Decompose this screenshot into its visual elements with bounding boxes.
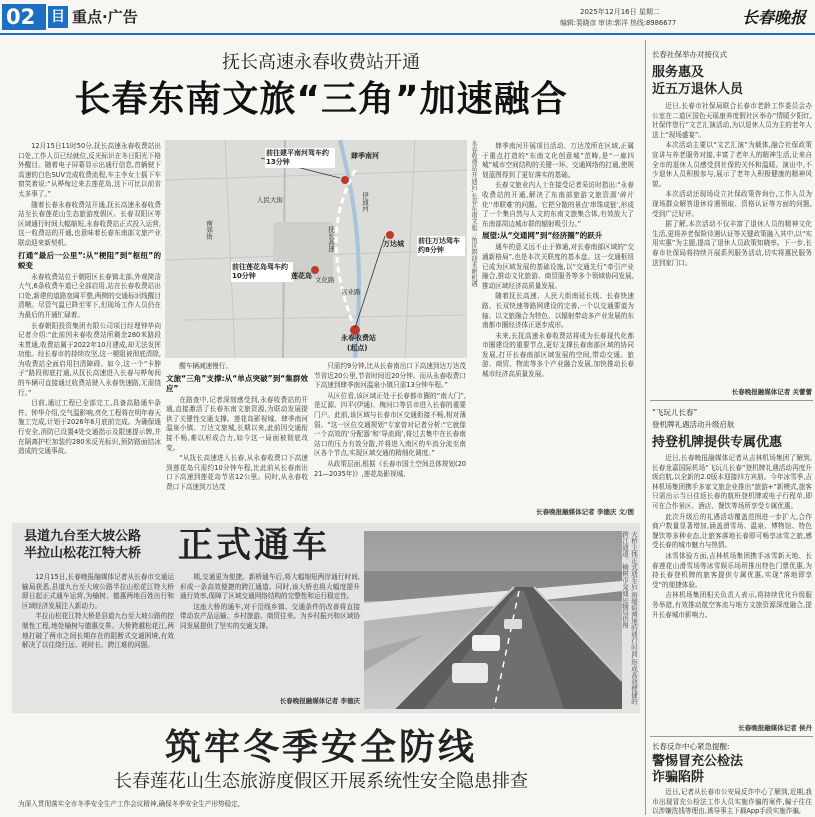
- masthead-rule: [0, 33, 815, 35]
- sidebar-kicker: 长春社保举办对接仪式: [652, 50, 727, 59]
- sidebar-story-2-body: [652, 454, 812, 724]
- sidebar: [650, 38, 813, 815]
- bridge-headline: 正式通车: [178, 526, 331, 566]
- sidebar-subkicker: 登机牌礼遇活动升级启航: [652, 420, 735, 429]
- lead-column-2: [166, 362, 308, 520]
- map-label-people-street: 人民大街: [257, 196, 283, 204]
- sidebar-byline: 长春晚报融媒体记者 关蕾蕾: [731, 388, 812, 396]
- lead-side-caption: 永春收费站开通后,长春东南文旅三角区将迎来新机遇: [470, 140, 477, 287]
- lead-paragraph: 从区位看,该区域正处于长春都市圈的“南大门”,是辽源、四平(伊通)、梅河口等县市进入长春的重要门户。此前,该区域与长春市区交通衔接不畅,相对薄弱。“这一区位交通规划”专家曾对记者分析:“它就像一个高效的‘分配器’和‘导流阀’,将过去集中在长春南站口的压力有效分散,并将进入南区的车流分流至南区各个节点,实现区域交通的精细化调度。”: [314, 391, 466, 458]
- safety-headline: 筑牢冬季安全防线: [164, 727, 477, 768]
- bridge-photo-graphic: [364, 531, 622, 709]
- map-label-wanda: 万达城: [383, 240, 404, 248]
- lead-paragraph: “从抚长高速进入长春,从永春收费口下高速到莲花岛只需约10分钟车程,比此前从长春南出口下高速到莲花岛节省12公里。同时,从永春收费口下高速到万达茂: [166, 454, 308, 491]
- lead-paragraph: 长春文旅业内人士在接受记者采访时指出:“永春收费站的开通,解决了东南部旅游文旅资源‘碎片化’‘串联难’的问题。它把分散的景点‘串珠成链’,形成了一个集自然与人文的东南文旅集合体,有效放大了东南部周边城市群的辐射吸引力。”: [482, 181, 634, 228]
- sidebar-headline: 警惕冒充公检法: [652, 754, 744, 769]
- sidebar-story-3-body: [652, 788, 812, 815]
- sidebar-paragraph: 冰雪体验方面,吉林机场集团携手冰雪新天地、长春莲花山滑雪场等冰雪娱乐场所推出特色门票优惠,为持长春登机牌的旅客提供专属优惠,实现“落地即享受”的便捷体验。: [652, 551, 812, 589]
- newspaper-glyph-icon: 目: [51, 9, 65, 25]
- lead-paragraph: 肆季南河开展项目活动、万达茂所在区域,正属于重点打造的“东南文化创意城”范畴,是“一廊四城”城市空间结构的关键一环。交通网络的打通,使规划蓝图得到了更好落实的基础。: [482, 142, 634, 179]
- lead-paragraph: 长春朝阳投资集团有限公司项目经理钟华向记者介绍:“此前因未春收费站所剩余280米路段未贯通,收费站属于2022年10月建成,却无法发挥功能。经长春市的持续攻坚,这一梗阻被彻底清除,为收费站全面启用扫清障碍。如今,这一个“卡脖子”路段彻底打通,从抚长高速进入长春与桦甸间的车辆可直接通过收费站驶入永春快速路,无需绕行。”: [18, 321, 161, 397]
- lead-byline: 长春晚报融媒体记者 李德庆 文/图: [536, 508, 634, 516]
- map-label-lotus-time: 前往莲花岛驾车约10分钟: [231, 262, 293, 282]
- map-label-start: (起点): [347, 344, 368, 352]
- bridge-kicker-2: 半拉山松花江特大桥: [24, 546, 142, 561]
- map-label-culture-road: 文化路: [315, 276, 335, 284]
- sidebar-paragraph: 此次升级后的礼遇活动覆盖范围进一步扩大,合作商户数量显著增加,涵盖滑雪场、温泉、博物馆、特色餐饮等多种业态,让旅客落地长春即可畅享冰雪之旅,感受长春的城市魅力与热情。: [652, 512, 812, 550]
- sidebar-paragraph: 据了解,本次活动不仅丰富了退休人员的精神文化生活,更将养老保险待遇认证等关键政策融入其中,以“实用实惠”为主题,提高了退休人员政策知晓率。下一步,长春市社保局将持续开展系列服务活动,切实将惠民服务送到家门口。: [652, 220, 812, 267]
- sidebar-divider: [650, 400, 813, 401]
- lead-column-4: [482, 142, 634, 508]
- lead-column-3: [314, 362, 466, 520]
- sidebar-headline: 诈骗陷阱: [652, 770, 705, 785]
- bridge-paragraph: 半拉山松花江特大桥是县道九台至大坡公路的控制性工程,地处榆树与德惠交界。大桥跨越松花江,两地打破了两市之间长期存在的阻断式交通困境,有效解决了以往绕行远、耗时长、跨江难的问题。: [22, 612, 174, 650]
- lead-paragraph: 在路查中,记者深刻感受到,永春收费站的开通,直接激活了长春东南文旅资源,为联动发展提供了关键性交通支撑。莲花岛影视城、肆季南河温泉小镇、万达文旅城,长期以来,此前因交通衔接不畅,难以形成合力,如今这一局面被彻底改变。: [166, 395, 308, 452]
- safety-subhead: 长春莲花山生态旅游度假区开展系统性安全隐患排查: [114, 771, 528, 792]
- bridge-column-1: [22, 573, 174, 709]
- map-label-wanda-time: 前往万达驾车约8分钟: [417, 236, 465, 256]
- sidebar-paragraph: 近日,记者从长春市公安局反诈中心了解到,近期,我市出现冒充公检法工作人员实施诈骗的案件,骗子往往以涉嫌洗钱等理由,诱导事主下载App手段实施诈骗,: [652, 788, 812, 816]
- newspaper-logo: 长春晚报: [742, 8, 807, 27]
- lead-paragraph: 从政策层面,根据《长春市国土空间总体规划(2021—2035年)》,莲花岛影视城、: [314, 459, 466, 478]
- bridge-paragraph: 这座大桥的通车,对于沿线乡镇、交通条件的改善将直接带动农产品运输、乡村旅游、商贸往来。为乡村振兴和区域协同发展提供了坚实的交通支撑。: [180, 602, 360, 630]
- sidebar-paragraph: 近日,长春晚报融媒体记者从吉林机场集团了解到,长春龙嘉国际机场“飞玩儿长春”登机牌礼遇活动再度升级启航,以全新的2.0版本迎接四方宾朋。今年冰雪季,吉林机场集团携手多家文旅企业推出“旅游+”新模式,旅客只需出示当日往返长春的航班登机牌或电子行程单,即可在合作景区、酒店、餐饮等场所享受专属优惠。: [652, 454, 812, 510]
- page-number: 02: [6, 5, 36, 29]
- section-badge: [48, 6, 68, 28]
- section-title: 重点·广告: [72, 8, 138, 26]
- sidebar-headline: 持登机牌提供专属优惠: [652, 435, 783, 450]
- sidebar-divider: [650, 736, 813, 737]
- lead-paragraph: 醒车辆减速慢行。: [179, 362, 232, 370]
- lead-paragraph: 只需约9分钟,比从长春南出口下高速到达万达茂节省近20公里,节省时间近20分钟。而从永春收费口下高速到肆季南河温泉小镇只需13分钟车程。”: [314, 362, 466, 390]
- editor-line: 编辑:裴晓彦 审读:郭洋 热线:8986677: [560, 19, 677, 27]
- lead-paragraph: 随着长春永春收费站开通,抚长高速永春收费站至长春莲花山生态旅游度假区、长春双阳区等区域通行时间大幅缩短,永春收费站正式投入运营,这一收费站的开通,也意味着长春东南部文旅产业联动迎来新契机。: [18, 200, 161, 247]
- map-label-xingye: 兴业路: [341, 288, 361, 296]
- route-map: [165, 140, 467, 358]
- masthead: [0, 0, 815, 38]
- sidebar-paragraph: 本次活动还现场设立社保政策咨询台,工作人员为现场群众解答退休待遇领取、资格认证等方面的问题,受到广泛好评。: [652, 190, 812, 218]
- map-label-river: 伊通河: [361, 192, 369, 212]
- date-line: 2025年12月16日 星期二: [580, 8, 660, 16]
- bridge-story: [12, 523, 640, 713]
- lead-kicker: 抚长高速永春收费站开通: [222, 52, 420, 73]
- column-divider: [645, 40, 646, 815]
- bridge-photo: [364, 531, 622, 709]
- sidebar-byline: 长春晚报融媒体记者 侯丹: [738, 724, 812, 732]
- lead-paragraph: 通车的意义远不止于修通,对长春南部区域的“交通新格局”,也是本次关联度的基本盘。这一交通枢纽已成为区域发展的基础设施,以“交通先行”牵引产业融合,推动文化旅游、商贸服务等多个领域协同发展,推动区域经济高质量发展。: [482, 243, 634, 290]
- bridge-byline: 长春晚报融媒体记者 李德庆: [279, 697, 360, 705]
- sidebar-kicker: “飞玩儿长春”: [652, 408, 698, 417]
- bridge-paragraph: 12月15日,长春晚报融媒体记者从长春市交通运输局获悉,县道九台至大坡公路半拉山松花江特大桥即日起正式通车运营,为榆树、德惠两地百姓出行和区域经济发展注入新动力。: [22, 573, 174, 610]
- sidebar-paragraph: 吉林机场集团相关负责人表示,将持续优化升级服务举措,有效推动航空客流与地方文旅资源深度融合,提升长春城市影响力。: [652, 591, 812, 619]
- safety-teaser: 为深入贯彻落实全市冬季安全生产工作会议精神,确保冬季安全生产形势稳定,: [18, 800, 240, 808]
- sidebar-paragraph: 本次活动主要以“文艺汇演”为载体,融合社保政策宣讲与养老服务对接,丰富了老年人的精神生活,让来自全市的退休人员感受到社保的关怀和温暖。演出中,不少退休人员积极参与,展示了老年人积极健康的精神风貌。: [652, 141, 812, 188]
- bridge-column-2: [180, 573, 360, 695]
- lead-subhead: 文旅“三角”支撑:从“单点突破”到“集群效应”: [166, 373, 308, 393]
- lead-paragraph: 目前,通过工程已全部完工,具备高路通车条件。钟华介绍,交气温影响,亮化工程将在明年春天施工完成,计划于2026年6月底前完成。为确保通行安全,消防已设置4处交通指示及限速提示牌,并在隔离护栏加装约280米反光标识,预防路面结冰造成的交通事故。: [18, 399, 161, 456]
- lead-column-1: [18, 142, 161, 520]
- sidebar-kicker: 长春反诈中心紧急提醒:: [652, 742, 730, 751]
- map-label-lotus: 莲花岛: [291, 272, 312, 280]
- map-label-nanjiao: 南郊街: [205, 220, 213, 240]
- bridge-kicker-1: 县道九台至大坡公路: [24, 529, 142, 544]
- map-label-jianping: 前往建平南河驾车约13分钟: [265, 148, 335, 168]
- bridge-photo-caption: 大桥主体正式通车后,将缩短两地的通行时间,形成高效便捷的跨江通道。榆树市交通运输局供图: [621, 531, 638, 705]
- sidebar-headline: 服务惠及: [652, 65, 705, 80]
- sidebar-headline: 近五万退休人员: [652, 82, 744, 97]
- sidebar-paragraph: 近日,长春市社保局联合长春市老龄工作委员会办公室在二道区国色天瑶康养度假社区举办“情暖夕阳红,社保伴您行”文艺汇演活动,为以退休人员为主的老年人送上“现场盛宴”。: [652, 102, 812, 139]
- lead-paragraph: 随着抚长高速、人民大街南延长线、长春快速路、长双快速等路网建设的完善,一个以交通要道为轴、以文旅融合为特色、以辐射带动多产业发展的东南都市圈经济体正逐步成形。: [482, 292, 634, 330]
- map-label-highway: 抚长高速: [327, 226, 335, 252]
- lead-subhead: 展望:从“交通网”到“经济圈”的跃升: [482, 231, 603, 241]
- lead-paragraph: 未来,长抚高速永春收费站将成为长春现代化都市圈建设的重要节点,更好支撑长春南部区域的协同发展,打开长春南部区域发展的空间,带动交通、旅游、商贸、物流等多个产业融合发展,加快推动长春城市经济高质量发展。: [482, 331, 634, 379]
- bridge-paragraph: 期,交通更为便捷。新桥通车后,将大幅缩短两岸通行时间,形成一条高效便捷的跨江通道。同时,该大桥也将大幅度提升通行效率,保障了区域交通网络结构的完整性和运行稳定性。: [180, 573, 360, 601]
- safety-story: [0, 720, 642, 815]
- lead-subhead: 打通“最后一公里”:从“梗阻”到“枢纽”的蜕变: [18, 250, 161, 270]
- map-label-hotspring: 肆季南河: [351, 152, 379, 160]
- map-label-station: 永春收费站: [341, 334, 376, 342]
- lead-headline: 长春东南文旅“三角”加速融合: [74, 79, 568, 120]
- lead-story: [0, 40, 642, 520]
- sidebar-story-1-body: [652, 102, 812, 390]
- lead-paragraph: 永春收费站位于朝阳区长春镇北部,外观简洁大气,6条收费车道已全部启用,站在长春收费站出口处,新建的道路宽阔平整,两侧的交通标识线醒目清晰。尽管气温已降至零下,但现场工作人员仍在为最后的开通忙碌着。: [18, 272, 161, 319]
- lead-intro: 12月15日11时50分,抚长高速永春收费站出口处,工作人员已经就位,反光标识在冬日阳光下格外醒目。随着电子屏幕显示出通行信息,首辆驶下高速的白色SUV完成收费流程,车主李女士摇下车窗笑着说:“从桦甸过来去莲花岛,这下可比以前省太多事了。”: [18, 142, 161, 198]
